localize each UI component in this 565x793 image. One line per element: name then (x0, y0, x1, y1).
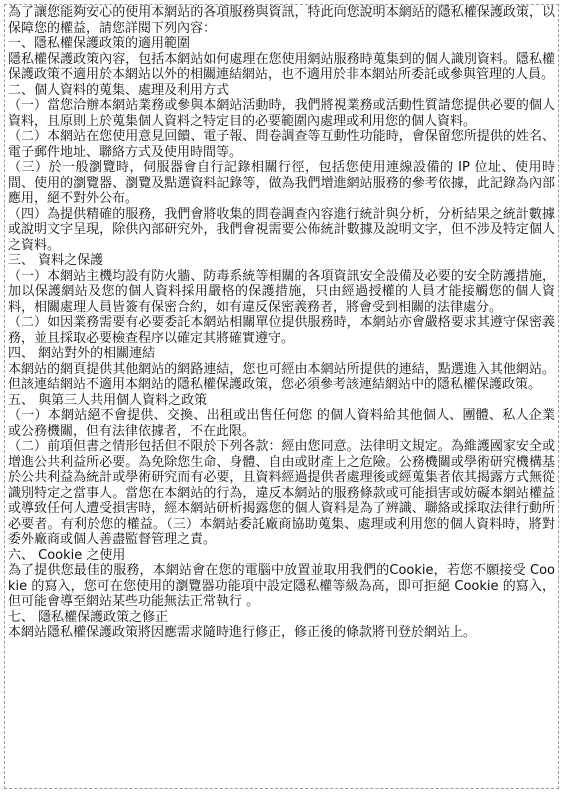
external-links-paragraph: 本網站的網頁提供其他網站的網路連結，您也可經由本網站所提供的連結，點選進入其他網站。但該連結網站不適用本網站的隱私權保護政策，您必須參考該連結網站中的隱私權保護政策。 (8, 361, 555, 392)
collection-item-2: （二）本網站在您使用意見回饋、電子報、問卷調查等互動性功能時，會保留您所提供的姓名、電子郵件地址、聯絡方式及使用時間等。 (8, 129, 555, 160)
third-party-item-1: （一）本網站絕不會提供、交換、出租或出售任何您 的個人資料給其他個人、團體、私人企業或公務機關，但有法律依據者，不在此限。 (8, 408, 555, 439)
section-heading-scope: 一、隱私權保護政策的適用範圍 (8, 36, 191, 51)
cookie-paragraph: 為了提供您最佳的服務，本網站會在您的電腦中放置並取用我們的Cookie，若您不願接受 Cookie 的寫入，您可在您使用的瀏覽器功能項中設定隱私權等級為高，即可拒絕 Cookie 的寫入，但可能會導至網站某些功能無法正常執行 。 (8, 563, 555, 609)
third-party-item-2: （二）前項但書之情形包括但不限於下列各款：經由您同意。法律明文規定。為維護國家安全或增進公共利益所必要。為免除您生命、身體、自由或財產上之危險。公務機關或學術研究機構基於公共利益為統計或學術研究而有必要，且資料經過提供者處理後或經蒐集者依其揭露方式無從識別特定之當事人。當您在本網站的行為，違反本網站的服務條款或可能損害或妨礙本網站權益或導致任何人遭受損害時，經本網站研析揭露您的個人資料是為了辨識、聯絡或採取法律行動所必要者。有利於您的權益。（三）本網站委託廠商協助蒐集、處理或利用您的個人資料時，將對委外廠商或個人善盡監督管理之責。 (8, 439, 555, 547)
section-heading-collection: 二、個人資料的蒐集、處理及利用方式 (8, 82, 230, 98)
scope-paragraph: 隱私權保護政策內容，包括本網站如何處理在您使用網站服務時蒐集到的個人識別資料。隱私權保護政策不適用於本網站以外的相關連結網站，也不適用於非本網站所委託或參與管理的人員。 (8, 51, 555, 82)
collection-item-3: （三）於一般瀏覽時，伺服器會自行記錄相關行徑，包括您使用連線設備的 IP 位址、使用時間、使用的瀏覽器、瀏覽及點選資料記錄等，做為我們增進網站服務的參考依據，此記錄為內部應用，絕不對外公布。 (8, 160, 555, 206)
policy-document (4, 4, 559, 789)
protection-item-1: （一）本網站主機均設有防火牆、防毒系統等相關的各項資訊安全設備及必要的安全防護措施，加以保護網站及您的個人資料採用嚴格的保護措施，只由經過授權的人員才能接觸您的個人資料，相關處理人員皆簽有保密合約，如有違反保密義務者，將會受到相關的法律處分。 (8, 268, 555, 315)
section-heading-cookie: 六、 Cookie 之使用 (8, 547, 126, 563)
section-heading-external-links: 四、 網站對外的相關連結 (8, 346, 156, 361)
section-heading-amendment: 七、 隱私權保護政策之修正 (8, 609, 169, 625)
section-heading-third-party: 五、 與第三人共用個人資料之政策 (8, 392, 208, 408)
section-heading-protection: 三、 資料之保護 (8, 253, 104, 268)
intro-paragraph: 為了讓您能夠安心的使用本網站的各項服務與資訊，特此向您說明本網站的隱私權保護政策，以保障您的權益，請您詳閱下列內容： (8, 5, 555, 36)
collection-item-1: （一）當您洽辦本網站業務或參與本網站活動時，我們將視業務或活動性質請您提供必要的個人資料，且原則上於蒐集個人資料之特定目的必要範圍內處理或利用您的個人資料。 (8, 98, 555, 129)
protection-item-2: （二）如因業務需要有必要委託本網站相關單位提供服務時，本網站亦會嚴格要求其遵守保密義務，並且採取必要檢查程序以確定其將確實遵守。 (8, 315, 555, 346)
amendment-paragraph: 本網站隱私權保護政策將因應需求隨時進行修正，修正後的條款將刊登於網站上。 (8, 625, 477, 640)
collection-item-4: （四）為提供精確的服務，我們會將收集的問卷調查內容進行統計與分析，分析結果之統計數據或說明文字呈現，除供內部研究外，我們會視需要公佈統計數據及說明文字，但不涉及特定個人之資料。 (8, 206, 555, 253)
